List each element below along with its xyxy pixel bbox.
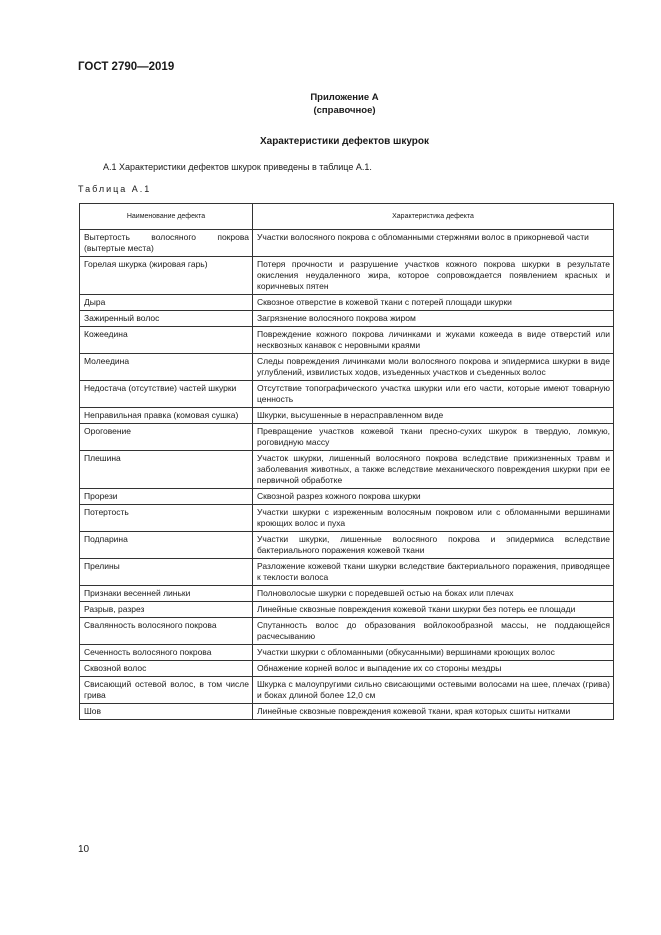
table-row bbox=[80, 661, 614, 677]
defect-description-cell: Линейные сквозные повреждения кожевой ткани шкурки без потерь ее площади bbox=[253, 602, 614, 618]
defect-description-cell: Потеря прочности и разрушение участков кожного покрова шкурки в результате окисления неудаленного жира, которое сопровождается появлением красных и коричневых пятен bbox=[253, 257, 614, 295]
defect-description-cell: Сквозное отверстие в кожевой ткани с потерей площади шкурки bbox=[253, 295, 614, 311]
table-row bbox=[80, 381, 614, 408]
defect-name-cell: Свалянность волосяного покрова bbox=[80, 618, 253, 645]
defect-name-cell: Вытертость волосяного покрова (вытертые места) bbox=[80, 230, 253, 257]
page-number: 10 bbox=[78, 844, 90, 855]
table-caption: Таблица А.1 bbox=[78, 184, 152, 194]
column-header-description: Характеристика дефекта bbox=[253, 204, 614, 230]
appendix-heading bbox=[0, 91, 661, 117]
intro-paragraph: А.1 Характеристики дефектов шкурок приведены в таблице А.1. bbox=[103, 162, 372, 172]
defect-name-cell: Подпарина bbox=[80, 532, 253, 559]
defect-name-cell: Разрыв, разрез bbox=[80, 602, 253, 618]
table-row bbox=[80, 230, 614, 257]
defect-name-cell: Шов bbox=[80, 704, 253, 720]
table-row bbox=[80, 408, 614, 424]
defect-name-cell: Сеченность волосяного покрова bbox=[80, 645, 253, 661]
section-title: Характеристики дефектов шкурок bbox=[259, 136, 430, 147]
table-row bbox=[80, 505, 614, 532]
defect-name-cell: Горелая шкурка (жировая гарь) bbox=[80, 257, 253, 295]
defect-description-cell: Разложение кожевой ткани шкурки вследствие бактериального поражения, приводящее к теклости волоса bbox=[253, 559, 614, 586]
defect-description-cell: Участки шкурки с изреженным волосяным покровом или с обломанными вершинами кроющих волос и пуха bbox=[253, 505, 614, 532]
appendix-title: Приложение А bbox=[310, 92, 379, 103]
defect-description-cell: Спутанность волос до образования войлокообразной массы, не поддающейся расчесыванию bbox=[253, 618, 614, 645]
table-row bbox=[80, 354, 614, 381]
appendix-subtitle: (справочное) bbox=[313, 105, 376, 116]
table-row bbox=[80, 311, 614, 327]
defect-description-cell: Загрязнение волосяного покрова жиром bbox=[253, 311, 614, 327]
defect-name-cell: Кожеедина bbox=[80, 327, 253, 354]
defect-name-cell: Прорези bbox=[80, 489, 253, 505]
defect-description-cell: Участки волосяного покрова с обломанными стержнями волос в прикорневой части bbox=[253, 230, 614, 257]
defect-description-cell: Повреждение кожного покрова личинками и жуками кожееда в виде отверстий или несквозных канавок с неровными краями bbox=[253, 327, 614, 354]
defect-name-cell: Неправильная правка (комовая сушка) bbox=[80, 408, 253, 424]
defect-name-cell: Потертость bbox=[80, 505, 253, 532]
table-row bbox=[80, 424, 614, 451]
defect-description-cell: Превращение участков кожевой ткани пресно-сухих шкурок в твердую, ломкую, роговидную массу bbox=[253, 424, 614, 451]
document-code: ГОСТ 2790—2019 bbox=[78, 61, 175, 73]
table-row bbox=[80, 645, 614, 661]
defect-name-cell: Прелины bbox=[80, 559, 253, 586]
defect-description-cell: Линейные сквозные повреждения кожевой ткани, края которых сшиты нитками bbox=[253, 704, 614, 720]
table-row bbox=[80, 451, 614, 489]
defect-name-cell: Ороговение bbox=[80, 424, 253, 451]
column-header-name: Наименование дефекта bbox=[80, 204, 253, 230]
table-row bbox=[80, 618, 614, 645]
table-row bbox=[80, 532, 614, 559]
defect-description-cell: Шкурка с малоупругими сильно свисающими остевыми волосами на шее, плечах (грива) и боках длиной более 12,0 см bbox=[253, 677, 614, 704]
table-row bbox=[80, 327, 614, 354]
table-row bbox=[80, 257, 614, 295]
defect-name-cell: Молеедина bbox=[80, 354, 253, 381]
defect-name-cell: Зажиренный волос bbox=[80, 311, 253, 327]
defect-name-cell: Плешина bbox=[80, 451, 253, 489]
defect-description-cell: Шкурки, высушенные в нерасправленном виде bbox=[253, 408, 614, 424]
defects-table bbox=[79, 203, 614, 720]
defect-description-cell: Участок шкурки, лишенный волосяного покрова вследствие прижизненных травм и заболевания животных, а также вследствие механического повреждения шкурки при ее первичной обработке bbox=[253, 451, 614, 489]
defect-description-cell: Полноволосые шкурки с поредевшей остью на боках или плечах bbox=[253, 586, 614, 602]
table-row bbox=[80, 677, 614, 704]
defect-description-cell: Участки шкурки, лишенные волосяного покрова и эпидермиса вследствие бактериального поражения кожевой ткани bbox=[253, 532, 614, 559]
table-row bbox=[80, 489, 614, 505]
defect-description-cell: Обнажение корней волос и выпадение их со стороны мездры bbox=[253, 661, 614, 677]
table-row bbox=[80, 704, 614, 720]
defect-name-cell: Признаки весенней линьки bbox=[80, 586, 253, 602]
defect-description-cell: Следы повреждения личинками моли волосяного покрова и эпидермиса шкурки в виде углублений, извилистых ходов, изъеденных участков и съеденных волос bbox=[253, 354, 614, 381]
table-header-row bbox=[80, 204, 614, 230]
defect-name-cell: Недостача (отсутствие) частей шкурки bbox=[80, 381, 253, 408]
table-row bbox=[80, 295, 614, 311]
defect-description-cell: Участки шкурки с обломанными (обкусанными) вершинами кроющих волос bbox=[253, 645, 614, 661]
defect-name-cell: Дыра bbox=[80, 295, 253, 311]
defect-name-cell: Свисающий остевой волос, в том числе грива bbox=[80, 677, 253, 704]
defect-description-cell: Отсутствие топографического участка шкурки или его части, которые имеют товарную ценность bbox=[253, 381, 614, 408]
table-row bbox=[80, 559, 614, 586]
table-row bbox=[80, 602, 614, 618]
defect-name-cell: Сквозной волос bbox=[80, 661, 253, 677]
table-body bbox=[80, 230, 614, 720]
table-row bbox=[80, 586, 614, 602]
defect-description-cell: Сквозной разрез кожного покрова шкурки bbox=[253, 489, 614, 505]
